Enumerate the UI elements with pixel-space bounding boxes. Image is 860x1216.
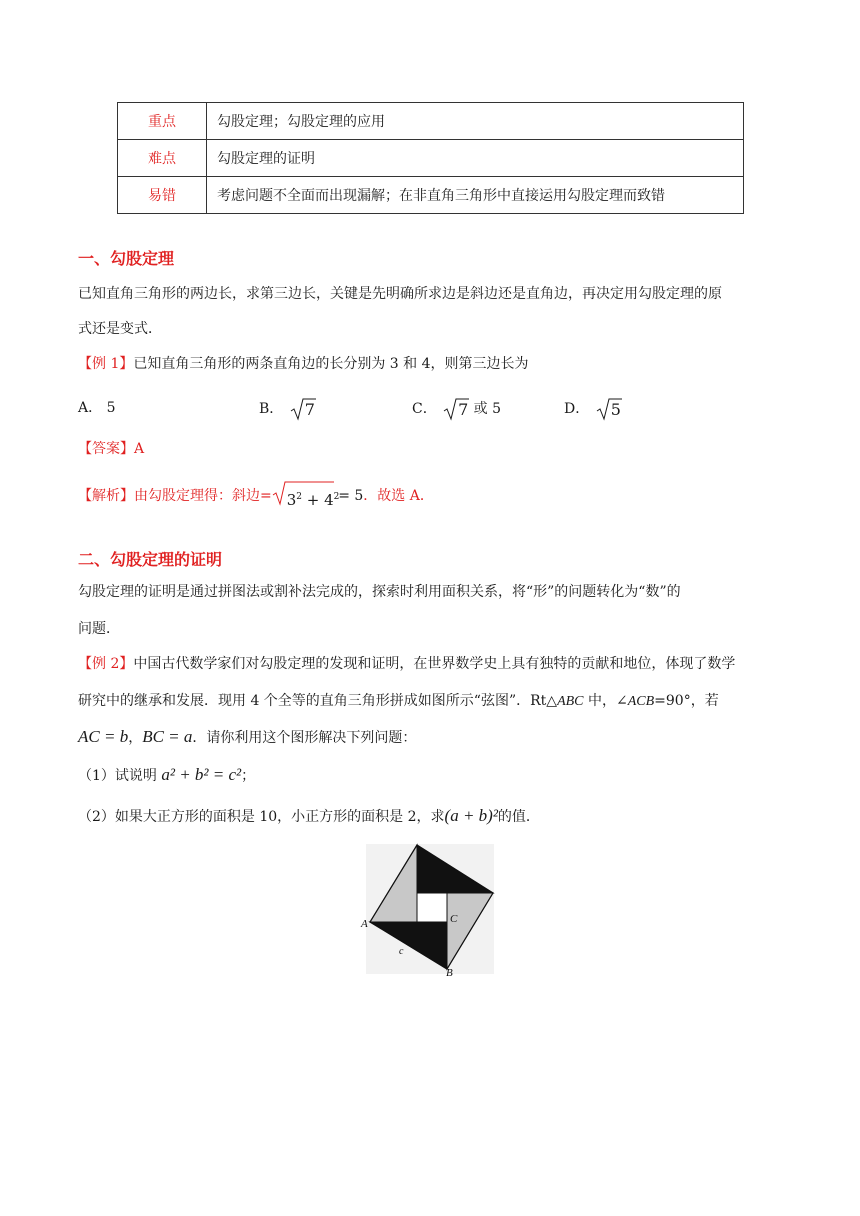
option-letter: D． [564, 401, 590, 417]
equation-bc: BC = a [142, 727, 193, 746]
example2-line2 [78, 690, 788, 713]
radicand: 5 [610, 400, 621, 419]
sqrt-symbol [596, 397, 622, 421]
triangle-name: ABC [557, 694, 584, 709]
table-row [118, 177, 744, 214]
option-suffix: 或 5 [469, 401, 501, 417]
sqrt-symbol [443, 397, 469, 421]
label-c-lower: c [399, 946, 404, 957]
q2-formula: (a + b)² [444, 806, 498, 825]
radicand-b: 4 [324, 491, 334, 509]
analysis-sqrt [272, 480, 340, 509]
sqrt-symbol [290, 397, 316, 421]
section1-intro-line1: 已知直角三角形的两边长，求第三边长，关键是先明确所求边是斜边还是直角边，再决定用勾股定理的原 [78, 286, 722, 302]
option-a [78, 397, 116, 419]
section2-intro-line2: 问题． [78, 621, 120, 637]
analysis-result: = 5 [338, 488, 364, 504]
radicand: 7 [458, 400, 469, 419]
option-value: 5 [106, 400, 116, 416]
example2-line3-suffix: ．请你利用这个图形解决下列问题： [192, 730, 417, 746]
section2-title: 二、勾股定理的证明 [78, 550, 223, 569]
analysis-tag: 【解析】 [78, 488, 134, 504]
key-points-table [117, 102, 744, 214]
answer [78, 438, 144, 460]
string-diagram-figure [360, 842, 500, 978]
inner-square [417, 893, 447, 922]
row-content: 考虑问题不全面而出现漏解；在非直角三角形中直接运用勾股定理而致错 [207, 177, 744, 214]
q1-formula: a² + b² = c² [161, 765, 242, 784]
angle-name: ACB [627, 694, 655, 709]
option-d [564, 397, 622, 421]
example2-line3: AC = b，BC = a．请你利用这个图形解决下列问题： [78, 727, 417, 746]
example2-tag: 【例 2】 [78, 656, 134, 672]
label-a: A [361, 918, 368, 930]
answer-tag: 【答案】 [78, 441, 134, 457]
row-label: 重点 [118, 103, 207, 140]
row-label: 难点 [118, 140, 207, 177]
analysis-suffix: ．故选 A． [363, 488, 434, 504]
row-content: 勾股定理；勾股定理的应用 [207, 103, 744, 140]
q2-suffix: 的值． [497, 809, 540, 825]
exponent: 2 [333, 492, 340, 502]
row-label: 易错 [118, 177, 207, 214]
option-letter: A． [78, 400, 103, 416]
option-b [259, 397, 316, 421]
example1-text: 已知直角三角形的两条直角边的长分别为 3 和 4，则第三边长为 [133, 356, 529, 372]
option-c [412, 397, 501, 421]
q2-prefix: （2）如果大正方形的面积是 10，小正方形的面积是 2，求 [78, 809, 445, 825]
radicand-expression: $3^2 + 4^2$ [286, 491, 340, 509]
section2-intro-line1: 勾股定理的证明是通过拼图法或割补法完成的，探索时利用面积关系，将“形”的问题转化为“数”的 [78, 584, 681, 600]
q1-prefix: （1）试说明 [78, 768, 162, 784]
example2-text: 中国古代数学家们对勾股定理的发现和证明，在世界数学史上具有独特的贡献和地位，体现了数学 [133, 656, 736, 672]
table-row [118, 103, 744, 140]
section1-intro-line2: 式还是变式． [78, 321, 162, 337]
option-letter: B． [259, 401, 284, 417]
label-b: B [446, 967, 453, 978]
row-content: 勾股定理的证明 [207, 140, 744, 177]
radicand: 7 [304, 400, 315, 419]
example2-line1 [78, 653, 788, 675]
answer-value: A [134, 441, 145, 457]
label-c-upper: C [450, 913, 458, 925]
table-row [118, 140, 744, 177]
equation-ac: AC = b [78, 727, 129, 746]
q1-suffix: ； [241, 768, 256, 784]
example1 [78, 353, 529, 375]
exponent: 2 [296, 492, 303, 502]
option-letter: C． [412, 401, 437, 417]
radicand-a: 3 [286, 491, 297, 509]
question-2 [78, 805, 540, 828]
analysis-prefix: 由勾股定理得：斜边= [134, 488, 272, 504]
section1-title: 一、勾股定理 [78, 249, 175, 268]
example2-line2-prefix: 研究中的继承和发展．现用 4 个全等的直角三角形拼成如图所示“弦图”．Rt△ [78, 693, 558, 709]
analysis [78, 480, 434, 507]
example2-line2-suffix: =90°，若 [654, 693, 719, 709]
example2-line2-mid: 中，∠ [583, 693, 628, 709]
question-1 [78, 764, 255, 787]
example1-tag: 【例 1】 [78, 356, 134, 372]
